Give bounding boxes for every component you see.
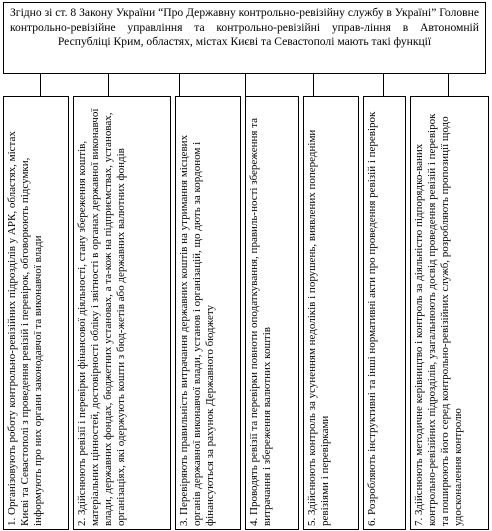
function-box-7 xyxy=(410,96,489,530)
connector-2 xyxy=(108,74,109,96)
function-box-2 xyxy=(73,96,171,530)
function-box-6 xyxy=(363,96,406,530)
connector-1 xyxy=(40,74,41,96)
function-text-3: 3. Перевіряють правильність витрачання державних коштів на утримання місцевих органів державної виконавчої влади, установ і організацій, що дють за кордоном і фінансуються за рахунок Державного бюджету xyxy=(178,134,217,526)
connector-7 xyxy=(448,74,449,96)
function-text-6: 6. Розробляють інструктивні та інші нормативні акти про проведення ревізій і перевірок xyxy=(366,111,378,526)
header-box xyxy=(3,2,486,74)
function-box-5 xyxy=(303,96,359,530)
function-box-3 xyxy=(175,96,241,530)
header-text: Згідно зі ст. 8 Закону України “Про Державну контрольно-ревізійну службу в Україні” Головне контрольно-ревізійне управління та контрольно-ревізійні управ-ління в Автономній Республіці Крим, областях, містах Києві та Севастополі мають такі функції xyxy=(10,6,479,49)
function-box-4 xyxy=(245,96,299,530)
connector-6 xyxy=(383,74,384,96)
function-text-2: 2. Здійснюють ревізії і перевірки фінансової діяльності, стану збереження коштів, матеріальних цінностей, достовірності обліку і звітності в органах державної виконавчої влади, державних фондах, бюджетних установах, а та-кож на підприємствах, установах, організаціях, які одержують кошти з бюд-жетів або державних валютних фондів xyxy=(76,108,128,526)
function-text-7: 7. Здійснюють методичне керівництво і контроль за діяльністю підпорядко-ваних контрольно-ревізійних підрозділів, узагальнюють досвід проведення ревізій і перевірок та поширюють його серед контрольно-ревізійних служб, розробляють пропозиції щодо удосконалення контролю xyxy=(413,113,465,526)
function-text-1: 1. Організовують роботу контрольно-ревізійних підрозділів у АРК, областях, містах Києві та Севастополі з проведення ревізій і перевірок, обговорюють підсумки, інформують про них органи законодавчої та виконавчої влади xyxy=(6,131,45,526)
connector-3 xyxy=(179,74,180,96)
connector-5 xyxy=(313,74,314,96)
function-box-1 xyxy=(3,96,69,530)
connector-4 xyxy=(245,74,246,96)
function-text-5: 5. Здійснюють контроль за усуненням недоліків і порушень, виявлених попередніми ревізіями і перевірками xyxy=(306,129,332,526)
function-text-4: 4. Проводять ревізії та перевірки повноти оподаткування, правиль-ності збереження та витрачання і збереження валютних коштів xyxy=(248,117,274,526)
